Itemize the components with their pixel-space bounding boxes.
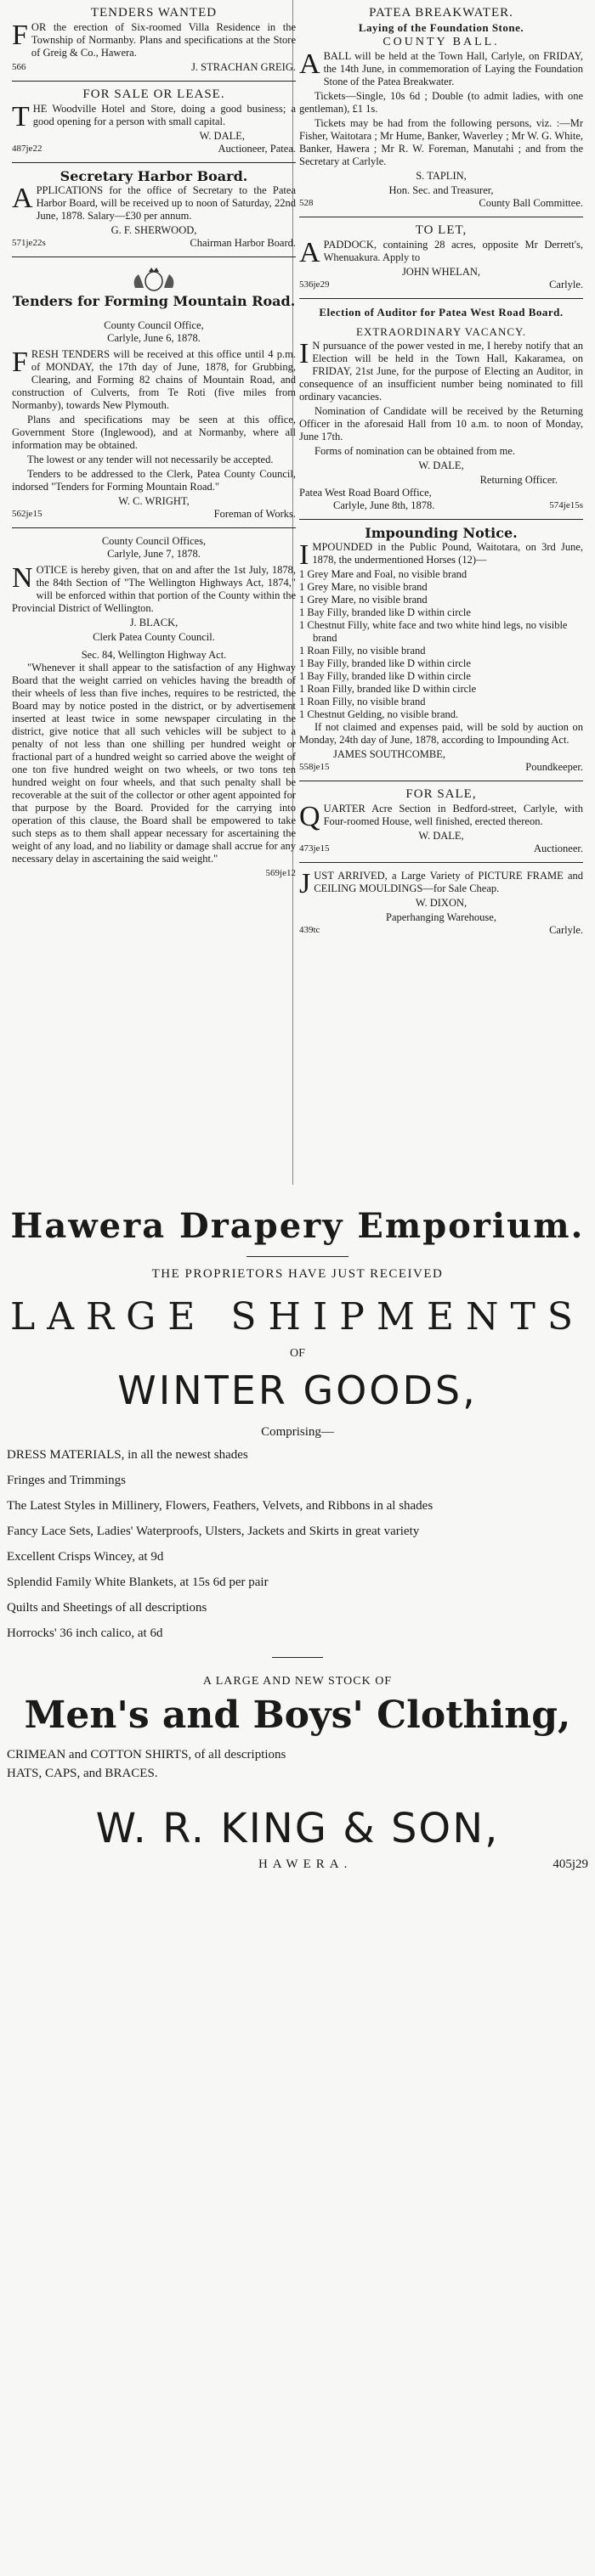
ad-auditor-election xyxy=(299,299,583,520)
ad-signer: W. DALE, xyxy=(418,459,464,471)
ad-body: N pursuance of the power vested in me, I hereby notify that an Election will be held in the Town Hall, Kakaramea, on FRIDAY, 21st June, for the purpose of Electing an Auditor, in consequence of an insufficient number being nominated to fill ordinary vacancies. xyxy=(299,340,583,403)
drop-cap: F xyxy=(12,20,28,51)
drop-cap: N xyxy=(12,562,33,594)
horse-list xyxy=(299,568,583,721)
drapery-comprising: Comprising— xyxy=(261,1425,334,1439)
ad-heading: Impounding Notice. xyxy=(365,525,518,541)
royal-crest-icon xyxy=(12,264,296,295)
ad-body: PADDOCK, containing 28 acres, opposite Mr Derrett's, Whenuakura. Apply to xyxy=(323,239,583,263)
ad-code: 439tc xyxy=(299,925,320,935)
drop-cap: A xyxy=(299,48,320,80)
ad-signer: W. DALE, xyxy=(199,130,245,142)
drop-cap: A xyxy=(299,237,320,268)
ad-signer-title: Paperhanging Warehouse, xyxy=(386,911,496,923)
list-item: DRESS MATERIALS, in all the newest shades xyxy=(7,1448,248,1462)
ad-signer: JOHN WHELAN, xyxy=(401,266,481,278)
ad-signer: W. DALE, xyxy=(418,830,464,842)
list-item: 1 Bay Filly, branded like D within circle xyxy=(299,606,471,618)
ad-section: Sec. 84, Wellington Highway Act. xyxy=(81,649,227,661)
divider xyxy=(246,1256,348,1257)
ad-just-arrived xyxy=(299,863,583,944)
list-item: Fancy Lace Sets, Ladies' Waterproofs, Ulsters, Jackets and Skirts in great variety xyxy=(7,1525,420,1538)
ad-signer: JAMES SOUTHCOMBE, xyxy=(333,748,445,760)
ad-body: Tenders to be addressed to the Clerk, Patea County Council, indorsed "Tenders for Forming Mountain Road." xyxy=(12,468,296,493)
ad-body: UST ARRIVED, a Large Variety of PICTURE FRAME and CEILING MOULDINGS—for Sale Cheap. xyxy=(314,870,583,894)
ad-body: MPOUNDED in the Public Pound, Waitotara, on 3rd June, 1878, the undermentioned Horses (12)— xyxy=(312,541,583,566)
ad-committee: County Ball Committee. xyxy=(479,197,583,209)
ad-to-let xyxy=(299,217,583,299)
ad-title: Auctioneer. xyxy=(534,843,583,854)
list-item: CRIMEAN and COTTON SHIRTS, of all descriptions xyxy=(7,1748,286,1761)
ad-breakwater-ball xyxy=(299,0,583,217)
ad-body: BALL will be held at the Town Hall, Carlyle, on FRIDAY, the 14th June, in commemoration of Laying the Foundation Stone of the Patea Breakwater. xyxy=(323,50,583,87)
ad-code: 558je15 xyxy=(299,762,330,772)
drapery-mens-clothing: Men's and Boys' Clothing, xyxy=(24,1694,571,1737)
ad-body: Forms of nomination can be obtained from me. xyxy=(314,445,516,457)
ad-title: Poundkeeper. xyxy=(525,761,583,773)
ad-code: 528 xyxy=(299,198,314,208)
ad-signer: S. TAPLIN, xyxy=(416,170,467,182)
list-item: 1 Bay Filly, branded like D within circle xyxy=(299,657,471,669)
ad-date: Carlyle, June 6, 1878. xyxy=(107,332,201,344)
ad-heading: Tenders for Forming Mountain Road. xyxy=(12,293,296,309)
list-item: Splendid Family White Blankets, at 15s 6d per pair xyxy=(7,1575,269,1589)
list-item: 1 Roan Filly, no visible brand xyxy=(299,645,426,657)
ad-body: UARTER Acre Section in Bedford-street, Carlyle, with Four-roomed House, well finished, erected thereon. xyxy=(323,803,583,827)
drapery-proprietors: THE PROPRIETORS HAVE JUST RECEIVED xyxy=(151,1267,444,1281)
ad-tenders-wanted xyxy=(12,0,296,82)
drop-cap: I xyxy=(299,338,309,369)
ad-place: Carlyle. xyxy=(549,924,583,936)
ad-code: 566 xyxy=(12,62,26,72)
ad-drapery-emporium xyxy=(0,1198,595,2573)
drapery-title: Hawera Drapery Emporium. xyxy=(10,1206,585,1246)
drop-cap: T xyxy=(12,101,30,132)
list-item: 1 Grey Mare, no visible brand xyxy=(299,594,428,606)
list-item: 1 Chestnut Filly, white face and two white hind legs, no visible brand xyxy=(299,619,568,644)
drapery-footer xyxy=(0,1857,595,1872)
ad-body: Nomination of Candidate will be received by the Returning Officer in the aforesaid Hall from 10 a.m. to noon of Monday, June 17th. xyxy=(299,405,583,442)
drapery-stock-pre: A LARGE AND NEW STOCK OF xyxy=(202,1675,393,1688)
ad-subheading: Laying of the Foundation Stone. xyxy=(358,21,524,34)
ad-subheading: EXTRAORDINARY VACANCY. xyxy=(356,325,526,338)
ad-body: If not claimed and expenses paid, will be sold by auction on Monday, 24th day of June, 1878, according to Impounding Act. xyxy=(299,721,583,746)
list-item: 1 Grey Mare, no visible brand xyxy=(299,581,428,593)
drapery-winter-goods: WINTER GOODS, xyxy=(117,1367,478,1413)
ad-signer: J. STRACHAN GREIG. xyxy=(191,61,296,73)
drop-cap: I xyxy=(299,539,309,571)
ad-code: 536je29 xyxy=(299,279,330,290)
ad-office: Patea West Road Board Office, xyxy=(299,487,432,499)
ad-code: 571je22s xyxy=(12,238,46,248)
ad-title: Chairman Harbor Board. xyxy=(190,237,296,249)
ad-heading: FOR SALE OR LEASE. xyxy=(82,87,225,101)
drapery-of: OF xyxy=(290,1347,305,1360)
ad-code: 473je15 xyxy=(299,843,330,854)
ad-office: County Council Office, xyxy=(104,319,204,331)
list-item: Excellent Crisps Wincey, at 9d xyxy=(7,1550,164,1564)
ad-place: Carlyle. xyxy=(549,279,583,290)
list-item: Quilts and Sheetings of all descriptions xyxy=(7,1601,207,1615)
left-column xyxy=(12,0,296,887)
ad-for-sale-quarter xyxy=(299,781,583,863)
ad-heading: Secretary Harbor Board. xyxy=(60,168,248,184)
list-item: Horrocks' 36 inch calico, at 6d xyxy=(7,1626,163,1640)
list-item: Fringes and Trimmings xyxy=(7,1474,127,1487)
ad-subheading: COUNTY BALL. xyxy=(382,36,500,48)
ad-forming-road xyxy=(12,257,296,528)
ad-code: 562je15 xyxy=(12,509,42,519)
ad-signer: W. C. WRIGHT, xyxy=(118,495,190,507)
ad-signer-title: Clerk Patea County Council. xyxy=(93,631,215,643)
ad-body: OTICE is hereby given, that on and after the 1st July, 1878, the 84th Section of "The Wellington Highways Act, 1874," will be enforced within that portion of the County within the Provincial District of Wellington. xyxy=(12,564,296,614)
ad-body: HE Woodville Hotel and Store, doing a good business; a good opening for a person with small capital. xyxy=(32,103,296,127)
ad-body: Plans and specifications may be seen at this office, Government Store (Inglewood), and at Normanby, where all information may be obtained. xyxy=(12,414,296,451)
drapery-items xyxy=(0,1440,595,1642)
ad-signer: G. F. SHERWOOD, xyxy=(110,224,197,236)
ad-body: RESH TENDERS will be received at this office until 4 p.m. of MONDAY, the 17th day of June, 1878, for Grubbing, Clearing, and Forming 82 chains of Mountain Road, and construction of Culverts, from Te Roti (five miles from Normanby), towards New Plymouth. xyxy=(12,348,296,411)
drop-cap: F xyxy=(12,347,28,378)
ad-heading: PATEA BREAKWATER. xyxy=(369,6,513,20)
drop-cap: J xyxy=(299,868,311,899)
ad-body: Tickets may be had from the following persons, viz. :—Mr Fisher, Waitotara ; Mr Hume, Banker, Waverley ; Mr W. G. White, Banker, Hawera ; Mr R. W. Foreman, Manutahi ; and from the Secretary at Carlyle. xyxy=(299,117,583,167)
ad-code: 487je22 xyxy=(12,144,42,154)
ad-body: OR the erection of Six-roomed Villa Residence in the Township of Normanby. Plans and specifications at the Store of Greig & Co., Hawera. xyxy=(31,21,296,59)
ad-body: The lowest or any tender will not necessarily be accepted. xyxy=(27,454,274,465)
ad-signer-title: Hon. Sec. and Treasurer, xyxy=(388,184,494,196)
ad-date: Carlyle, June 8th, 1878. xyxy=(333,499,435,511)
ad-office: County Council Offices, xyxy=(101,535,207,547)
ad-date: Carlyle, June 7, 1878. xyxy=(107,548,201,560)
ad-code: 405j29 xyxy=(552,1857,588,1871)
ad-heading: Election of Auditor for Patea West Road Board. xyxy=(319,306,564,318)
divider xyxy=(272,1657,323,1658)
ad-highways-act xyxy=(12,528,296,887)
list-item: 1 Roan Filly, no visible brand xyxy=(299,696,426,707)
right-column xyxy=(299,0,583,944)
ad-harbor-board xyxy=(12,163,296,257)
list-item: 1 Chestnut Gelding, no visible brand. xyxy=(299,708,459,720)
drapery-firm: W. R. KING & SON, xyxy=(95,1805,500,1852)
ad-signer-title: Returning Officer. xyxy=(479,474,558,486)
ad-title: Auctioneer, Patea. xyxy=(218,143,296,155)
ad-quote: "Whenever it shall appear to the satisfaction of any Highway Board that the weight carried on vehicles having the breadth of their wheels of less than five inches, requires to be restricted, the Board may by notice posted in the district, or by advertisement inserted at least twice in some newspaper circulating in the district, give notice that all such vehicles will be subject to a penalty of not less than one shilling per hundred weight or fractional part of a hundred weight so carried above the weight of one ton five hundred weight on two wheels, or two tons ten hundred weight on four wheels, and that such penalty shall be recoverable at the suit of the collector or other agent appointed for that purpose by the Board. Provided for the carrying into operation of this clause, the Board shall be empowered to take such steps as to them shall appear necessary for ascertaining the weight of any load, and no liability or damage shall accrue for any necessary delay in ascertaining the said weight." xyxy=(12,662,296,865)
list-item: HATS, CAPS, and BRACES. xyxy=(7,1767,158,1780)
ad-impounding xyxy=(299,520,583,781)
ad-signer: W. DIXON, xyxy=(415,897,468,909)
ad-for-sale-lease xyxy=(12,82,296,163)
ad-signer: J. BLACK, xyxy=(129,617,178,628)
drop-cap: A xyxy=(12,183,33,214)
list-item: The Latest Styles in Millinery, Flowers, Feathers, Velvets, and Ribbons in al shades xyxy=(7,1499,434,1513)
list-item: 1 Roan Filly, branded like D within circle xyxy=(299,683,477,695)
ad-code: 569je12 xyxy=(265,868,296,878)
ad-heading: TO LET, xyxy=(415,223,468,237)
drapery-town: HAWERA. xyxy=(258,1857,353,1871)
ad-heading: FOR SALE, xyxy=(405,787,477,801)
ad-heading: TENDERS WANTED xyxy=(90,6,218,20)
drapery-clothing-lines xyxy=(0,1737,595,1783)
ad-body: Tickets—Single, 10s 6d ; Double (to admit ladies, with one gentleman), £1 1s. xyxy=(299,90,583,115)
list-item: 1 Grey Mare and Foal, no visible brand xyxy=(299,568,468,580)
drapery-large-shipments: LARGE SHIPMENTS xyxy=(9,1295,586,1339)
ad-code: 574je15s xyxy=(549,500,583,510)
list-item: 1 Bay Filly, branded like D within circle xyxy=(299,670,471,682)
ad-title: Foreman of Works. xyxy=(213,508,296,520)
drop-cap: Q xyxy=(299,801,320,832)
ad-body: PPLICATIONS for the office of Secretary to the Patea Harbor Board, will be received up to noon of Saturday, 22nd June, 1878. Salary—£30 per annum. xyxy=(36,184,296,222)
